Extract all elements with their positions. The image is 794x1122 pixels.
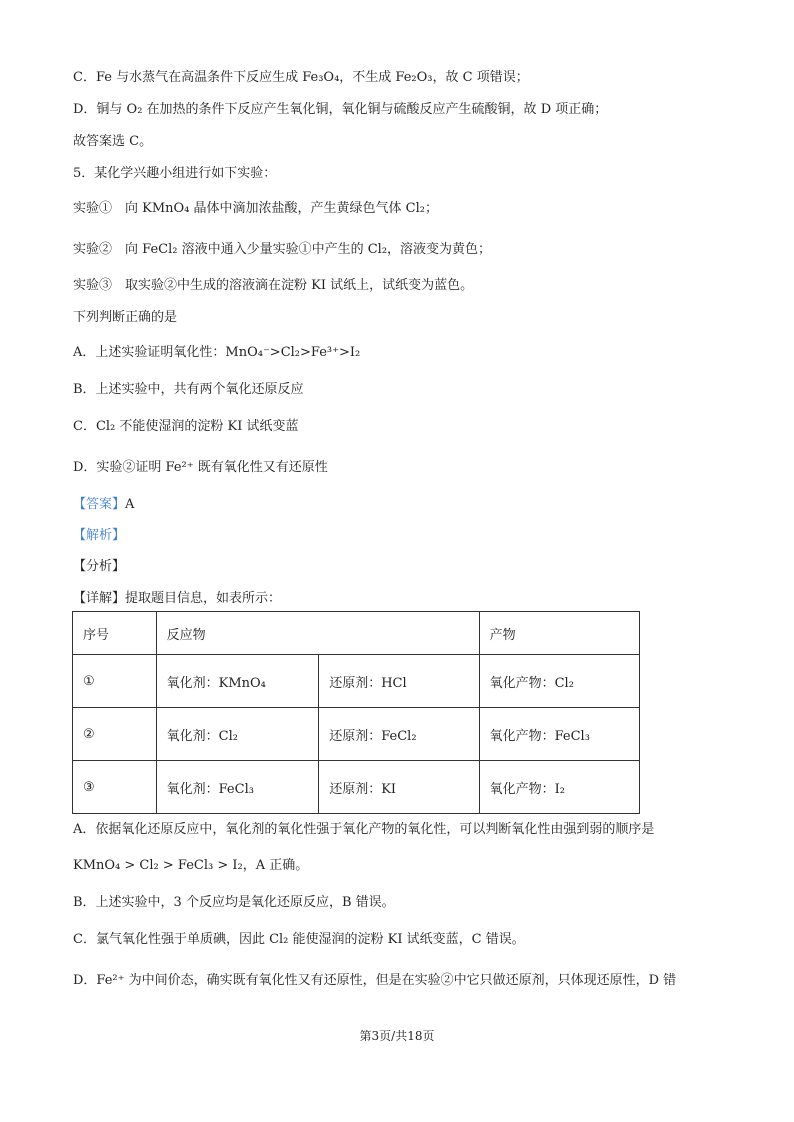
option-b: B．上述实验中，共有两个氧化还原反应 <box>73 382 304 397</box>
answer-tag: 【答案】 <box>73 497 126 512</box>
explain-a-line2: KMnO₄ > Cl₂ > FeCl₃ > I₂，A 正确。 <box>73 858 309 873</box>
row-oxidant: 氧化剂：Cl₂ <box>156 708 319 761</box>
explain-a-line1: A．依据氧化还原反应中，氧化剂的氧化性强于氧化产物的氧化性，可以判断氧化性由强到弱的顺序是 <box>73 822 655 837</box>
detail-line <box>73 590 281 608</box>
experiment-2: 实验② 向 FeCl₂ 溶液中通入少量实验①中产生的 Cl₂，溶液变为黄色； <box>73 242 492 257</box>
row-product: 氧化产物：Cl₂ <box>479 655 639 708</box>
detail-text: 提取题目信息，如表所示： <box>125 591 282 606</box>
row-seq: ② <box>73 708 157 761</box>
d-option-line: D．铜与 O₂ 在加热的条件下反应产生氧化铜，氧化铜与硫酸反应产生硫酸铜，故 D 项正确； <box>73 102 608 117</box>
header-reactant: 反应物 <box>156 612 479 655</box>
table-row <box>73 708 640 761</box>
row-seq: ③ <box>73 761 157 814</box>
row-product: 氧化产物：I₂ <box>479 761 639 814</box>
answer-line <box>73 496 134 514</box>
row-oxidant: 氧化剂：KMnO₄ <box>156 655 319 708</box>
row-oxidant: 氧化剂：FeCl₃ <box>156 761 319 814</box>
header-seq: 序号 <box>73 612 157 655</box>
table-header-row <box>73 612 640 655</box>
option-a: A．上述实验证明氧化性：MnO₄⁻>Cl₂>Fe³⁺>I₂ <box>73 345 361 360</box>
row-reductant: 还原剂：HCl <box>319 655 479 708</box>
option-d: D．实验②证明 Fe²⁺ 既有氧化性又有还原性 <box>73 460 328 475</box>
table-row <box>73 761 640 814</box>
info-table <box>72 611 640 814</box>
experiment-1: 实验① 向 KMnO₄ 晶体中滴加浓盐酸，产生黄绿色气体 Cl₂； <box>73 201 438 216</box>
fenxi-tag: 【分析】 <box>73 559 126 574</box>
detail-tag: 【详解】 <box>73 591 126 606</box>
question-prompt: 下列判断正确的是 <box>73 310 178 325</box>
row-seq: ① <box>73 655 157 708</box>
header-product: 产物 <box>479 612 639 655</box>
table-row <box>73 655 640 708</box>
c-option-line: C．Fe 与水蒸气在高温条件下反应生成 Fe₃O₄，不生成 Fe₂O₃，故 C 项错误； <box>73 70 529 85</box>
question-5-stem: 5．某化学兴趣小组进行如下实验： <box>73 166 277 181</box>
row-reductant: 还原剂：KI <box>319 761 479 814</box>
row-reductant: 还原剂：FeCl₂ <box>319 708 479 761</box>
experiment-3: 实验③ 取实验②中生成的溶液滴在淀粉 KI 试纸上，试纸变为蓝色。 <box>73 278 474 293</box>
explain-b: B．上述实验中，3 个反应均是氧化还原反应，B 错误。 <box>73 895 395 910</box>
analysis-tag: 【解析】 <box>73 528 126 543</box>
answer-value: A <box>125 497 135 512</box>
explain-d: D．Fe²⁺ 为中间价态，确实既有氧化性又有还原性，但是在实验②中它只做还原剂，只体现还原性，D 错 <box>73 973 677 988</box>
option-c: C．Cl₂ 不能使湿润的淀粉 KI 试纸变蓝 <box>73 419 299 434</box>
answer-choice-line: 故答案选 C。 <box>73 134 153 149</box>
explain-c: C．氯气氧化性强于单质碘，因此 Cl₂ 能使湿润的淀粉 KI 试纸变蓝，C 错误。 <box>73 932 525 947</box>
page-footer: 第3页/共18页 <box>359 1029 435 1043</box>
row-product: 氧化产物：FeCl₃ <box>479 708 639 761</box>
